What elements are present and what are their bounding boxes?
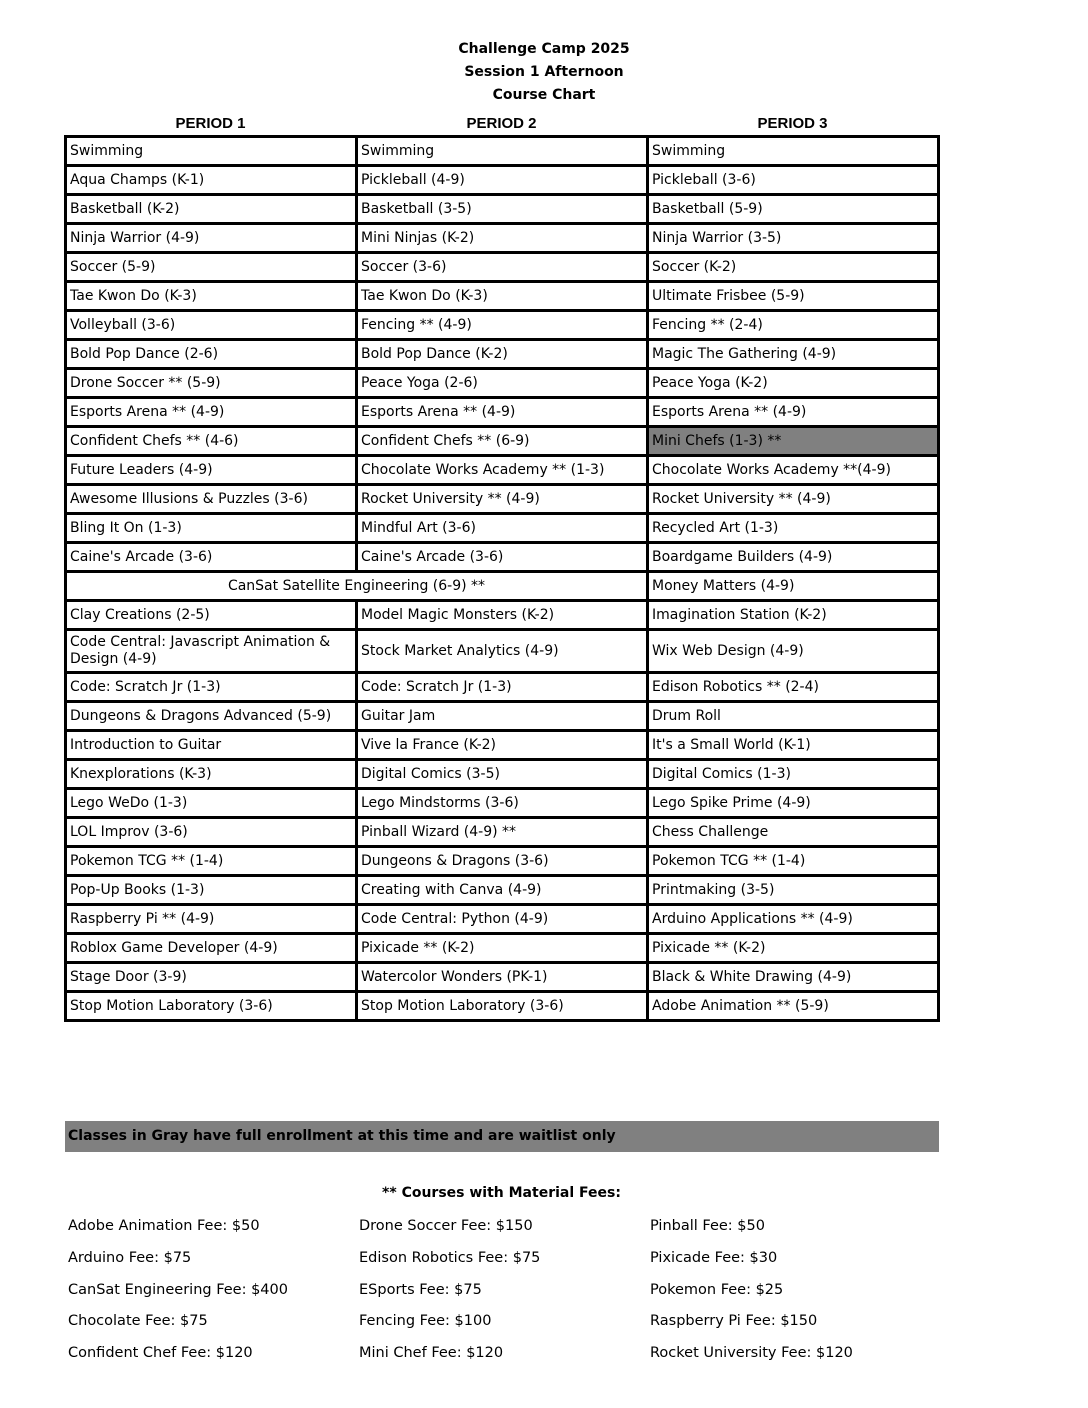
course-cell: LOL Improv (3-6)	[66, 818, 357, 847]
table-row	[66, 543, 939, 572]
course-cell: Fencing ** (2-4)	[648, 311, 939, 340]
fee-item: Drone Soccer Fee: $150	[359, 1218, 533, 1234]
title-line-3: Course Chart	[492, 87, 596, 103]
course-cell: Creating with Canva (4-9)	[357, 876, 648, 905]
course-cell: Awesome Illusions & Puzzles (3-6)	[66, 485, 357, 514]
course-cell: Model Magic Monsters (K-2)	[357, 601, 648, 630]
course-cell-full: Mini Chefs (1-3) **	[648, 427, 939, 456]
table-row	[66, 282, 939, 311]
course-chart-table	[64, 135, 940, 1022]
course-cell: Esports Arena ** (4-9)	[66, 398, 357, 427]
course-cell: Arduino Applications ** (4-9)	[648, 905, 939, 934]
fee-item: Raspberry Pi Fee: $150	[650, 1313, 818, 1330]
table-row	[66, 702, 939, 731]
course-cell: Soccer (K-2)	[648, 253, 939, 282]
table-row	[66, 789, 939, 818]
course-cell: Bold Pop Dance (K-2)	[357, 340, 648, 369]
course-cell: Peace Yoga (K-2)	[648, 369, 939, 398]
course-cell: Dungeons & Dragons (3-6)	[357, 847, 648, 876]
course-cell: Dungeons & Dragons Advanced (5-9)	[66, 702, 357, 731]
table-row	[66, 847, 939, 876]
course-cell: Code Central: Python (4-9)	[357, 905, 648, 934]
course-cell: Magic The Gathering (4-9)	[648, 340, 939, 369]
period-1-header: PERIOD 1	[175, 115, 246, 132]
table-row	[66, 818, 939, 847]
course-cell: Basketball (K-2)	[66, 195, 357, 224]
course-cell: Swimming	[66, 137, 357, 166]
course-cell: Edison Robotics ** (2-4)	[648, 673, 939, 702]
table-row	[66, 166, 939, 195]
course-cell: Stock Market Analytics (4-9)	[357, 630, 648, 673]
course-cell: Adobe Animation ** (5-9)	[648, 992, 939, 1021]
table-row	[66, 963, 939, 992]
table-row	[66, 630, 939, 673]
fee-item: Arduino Fee: $75	[68, 1249, 192, 1266]
course-cell: Code: Scratch Jr (1-3)	[66, 673, 357, 702]
course-cell: Ninja Warrior (4-9)	[66, 224, 357, 253]
course-cell: Boardgame Builders (4-9)	[648, 543, 939, 572]
course-cell: Caine's Arcade (3-6)	[357, 543, 648, 572]
course-cell: Pop-Up Books (1-3)	[66, 876, 357, 905]
fee-item: Fencing Fee: $100	[359, 1313, 492, 1330]
fee-item: Pixicade Fee: $30	[650, 1249, 778, 1266]
table-row	[66, 137, 939, 166]
table-row	[66, 760, 939, 789]
course-cell: Caine's Arcade (3-6)	[66, 543, 357, 572]
table-row	[66, 195, 939, 224]
course-cell: Mindful Art (3-6)	[357, 514, 648, 543]
course-cell: Future Leaders (4-9)	[66, 456, 357, 485]
fee-item: Adobe Animation Fee: $50	[68, 1218, 260, 1234]
course-cell: Printmaking (3-5)	[648, 876, 939, 905]
course-cell: Basketball (3-5)	[357, 195, 648, 224]
course-cell: Lego WeDo (1-3)	[66, 789, 357, 818]
course-cell: Clay Creations (2-5)	[66, 601, 357, 630]
course-cell: Stage Door (3-9)	[66, 963, 357, 992]
course-cell: Lego Spike Prime (4-9)	[648, 789, 939, 818]
waitlist-note: Classes in Gray have full enrollment at this time and are waitlist only	[65, 1121, 939, 1152]
course-cell: Roblox Game Developer (4-9)	[66, 934, 357, 963]
course-cell: Pokemon TCG ** (1-4)	[66, 847, 357, 876]
course-cell: Basketball (5-9)	[648, 195, 939, 224]
table-row	[66, 731, 939, 760]
course-cell: Swimming	[648, 137, 939, 166]
fees-column-2	[359, 1214, 650, 1373]
table-row	[66, 514, 939, 543]
course-cell: Pixicade ** (K-2)	[648, 934, 939, 963]
course-cell: Drum Roll	[648, 702, 939, 731]
course-cell: Pinball Wizard (4-9) **	[357, 818, 648, 847]
course-cell: Chess Challenge	[648, 818, 939, 847]
table-row	[66, 934, 939, 963]
fees-column-1	[68, 1214, 359, 1373]
course-cell: Code Central: Javascript Animation & Design (4-9)	[66, 630, 357, 673]
course-cell: Pickleball (3-6)	[648, 166, 939, 195]
fee-item: Edison Robotics Fee: $75	[359, 1249, 541, 1266]
course-cell: Recycled Art (1-3)	[648, 514, 939, 543]
course-cell: Raspberry Pi ** (4-9)	[66, 905, 357, 934]
course-cell: Rocket University ** (4-9)	[648, 485, 939, 514]
course-cell: Peace Yoga (2-6)	[357, 369, 648, 398]
course-cell: Ninja Warrior (3-5)	[648, 224, 939, 253]
course-cell: Chocolate Works Academy ** (1-3)	[357, 456, 648, 485]
course-cell: Digital Comics (3-5)	[357, 760, 648, 789]
table-row	[66, 601, 939, 630]
course-cell: Lego Mindstorms (3-6)	[357, 789, 648, 818]
course-cell: Introduction to Guitar	[66, 731, 357, 760]
course-cell: Money Matters (4-9)	[648, 572, 939, 601]
fee-item: ESports Fee: $75	[359, 1281, 482, 1298]
course-cell: Confident Chefs ** (4-6)	[66, 427, 357, 456]
fee-item: Pokemon Fee: $25	[650, 1281, 784, 1298]
period-3-header: PERIOD 3	[757, 115, 828, 132]
table-row	[66, 992, 939, 1021]
table-row	[66, 398, 939, 427]
course-cell: Soccer (3-6)	[357, 253, 648, 282]
course-cell: Stop Motion Laboratory (3-6)	[66, 992, 357, 1021]
fee-item: Rocket University Fee: $120	[650, 1345, 853, 1362]
fee-item: Chocolate Fee: $75	[68, 1313, 208, 1330]
table-row	[66, 369, 939, 398]
course-cell: Soccer (5-9)	[66, 253, 357, 282]
course-cell: Digital Comics (1-3)	[648, 760, 939, 789]
title-line-2: Session 1 Afternoon	[464, 64, 624, 80]
period-2-header: PERIOD 2	[466, 115, 537, 132]
course-cell: Bold Pop Dance (2-6)	[66, 340, 357, 369]
table-row	[66, 572, 939, 601]
course-cell-spanning: CanSat Satellite Engineering (6-9) **	[66, 572, 648, 601]
course-cell: Stop Motion Laboratory (3-6)	[357, 992, 648, 1021]
course-cell: It's a Small World (K-1)	[648, 731, 939, 760]
course-cell: Pickleball (4-9)	[357, 166, 648, 195]
course-cell: Imagination Station (K-2)	[648, 601, 939, 630]
table-row	[66, 253, 939, 282]
course-cell: Wix Web Design (4-9)	[648, 630, 939, 673]
course-cell: Ultimate Frisbee (5-9)	[648, 282, 939, 311]
course-cell: Watercolor Wonders (PK-1)	[357, 963, 648, 992]
fee-item: Confident Chef Fee: $120	[68, 1345, 253, 1362]
course-cell: Fencing ** (4-9)	[357, 311, 648, 340]
course-cell: Aqua Champs (K-1)	[66, 166, 357, 195]
table-row	[66, 485, 939, 514]
course-cell: Pokemon TCG ** (1-4)	[648, 847, 939, 876]
table-row	[66, 311, 939, 340]
title-line-1: Challenge Camp 2025	[458, 41, 630, 57]
course-cell: Volleyball (3-6)	[66, 311, 357, 340]
table-row	[66, 456, 939, 485]
material-fees-title: ** Courses with Material Fees:	[382, 1185, 621, 1201]
course-cell: Vive la France (K-2)	[357, 731, 648, 760]
table-row	[66, 876, 939, 905]
course-cell: Black & White Drawing (4-9)	[648, 963, 939, 992]
course-cell: Tae Kwon Do (K-3)	[66, 282, 357, 311]
table-row	[66, 427, 939, 456]
course-cell: Knexplorations (K-3)	[66, 760, 357, 789]
course-cell: Code: Scratch Jr (1-3)	[357, 673, 648, 702]
fees-column-3	[650, 1214, 941, 1373]
fee-item: CanSat Engineering Fee: $400	[68, 1281, 288, 1298]
table-row	[66, 340, 939, 369]
course-cell: Tae Kwon Do (K-3)	[357, 282, 648, 311]
course-cell: Pixicade ** (K-2)	[357, 934, 648, 963]
course-cell: Mini Ninjas (K-2)	[357, 224, 648, 253]
course-cell: Confident Chefs ** (6-9)	[357, 427, 648, 456]
course-cell: Drone Soccer ** (5-9)	[66, 369, 357, 398]
fee-item: Pinball Fee: $50	[650, 1218, 765, 1234]
course-cell: Esports Arena ** (4-9)	[648, 398, 939, 427]
course-cell: Bling It On (1-3)	[66, 514, 357, 543]
course-cell: Rocket University ** (4-9)	[357, 485, 648, 514]
course-cell: Chocolate Works Academy **(4-9)	[648, 456, 939, 485]
course-cell: Swimming	[357, 137, 648, 166]
table-row	[66, 224, 939, 253]
course-cell: Guitar Jam	[357, 702, 648, 731]
table-row	[66, 673, 939, 702]
table-row	[66, 905, 939, 934]
fee-item: Mini Chef Fee: $120	[359, 1345, 504, 1362]
course-cell: Esports Arena ** (4-9)	[357, 398, 648, 427]
